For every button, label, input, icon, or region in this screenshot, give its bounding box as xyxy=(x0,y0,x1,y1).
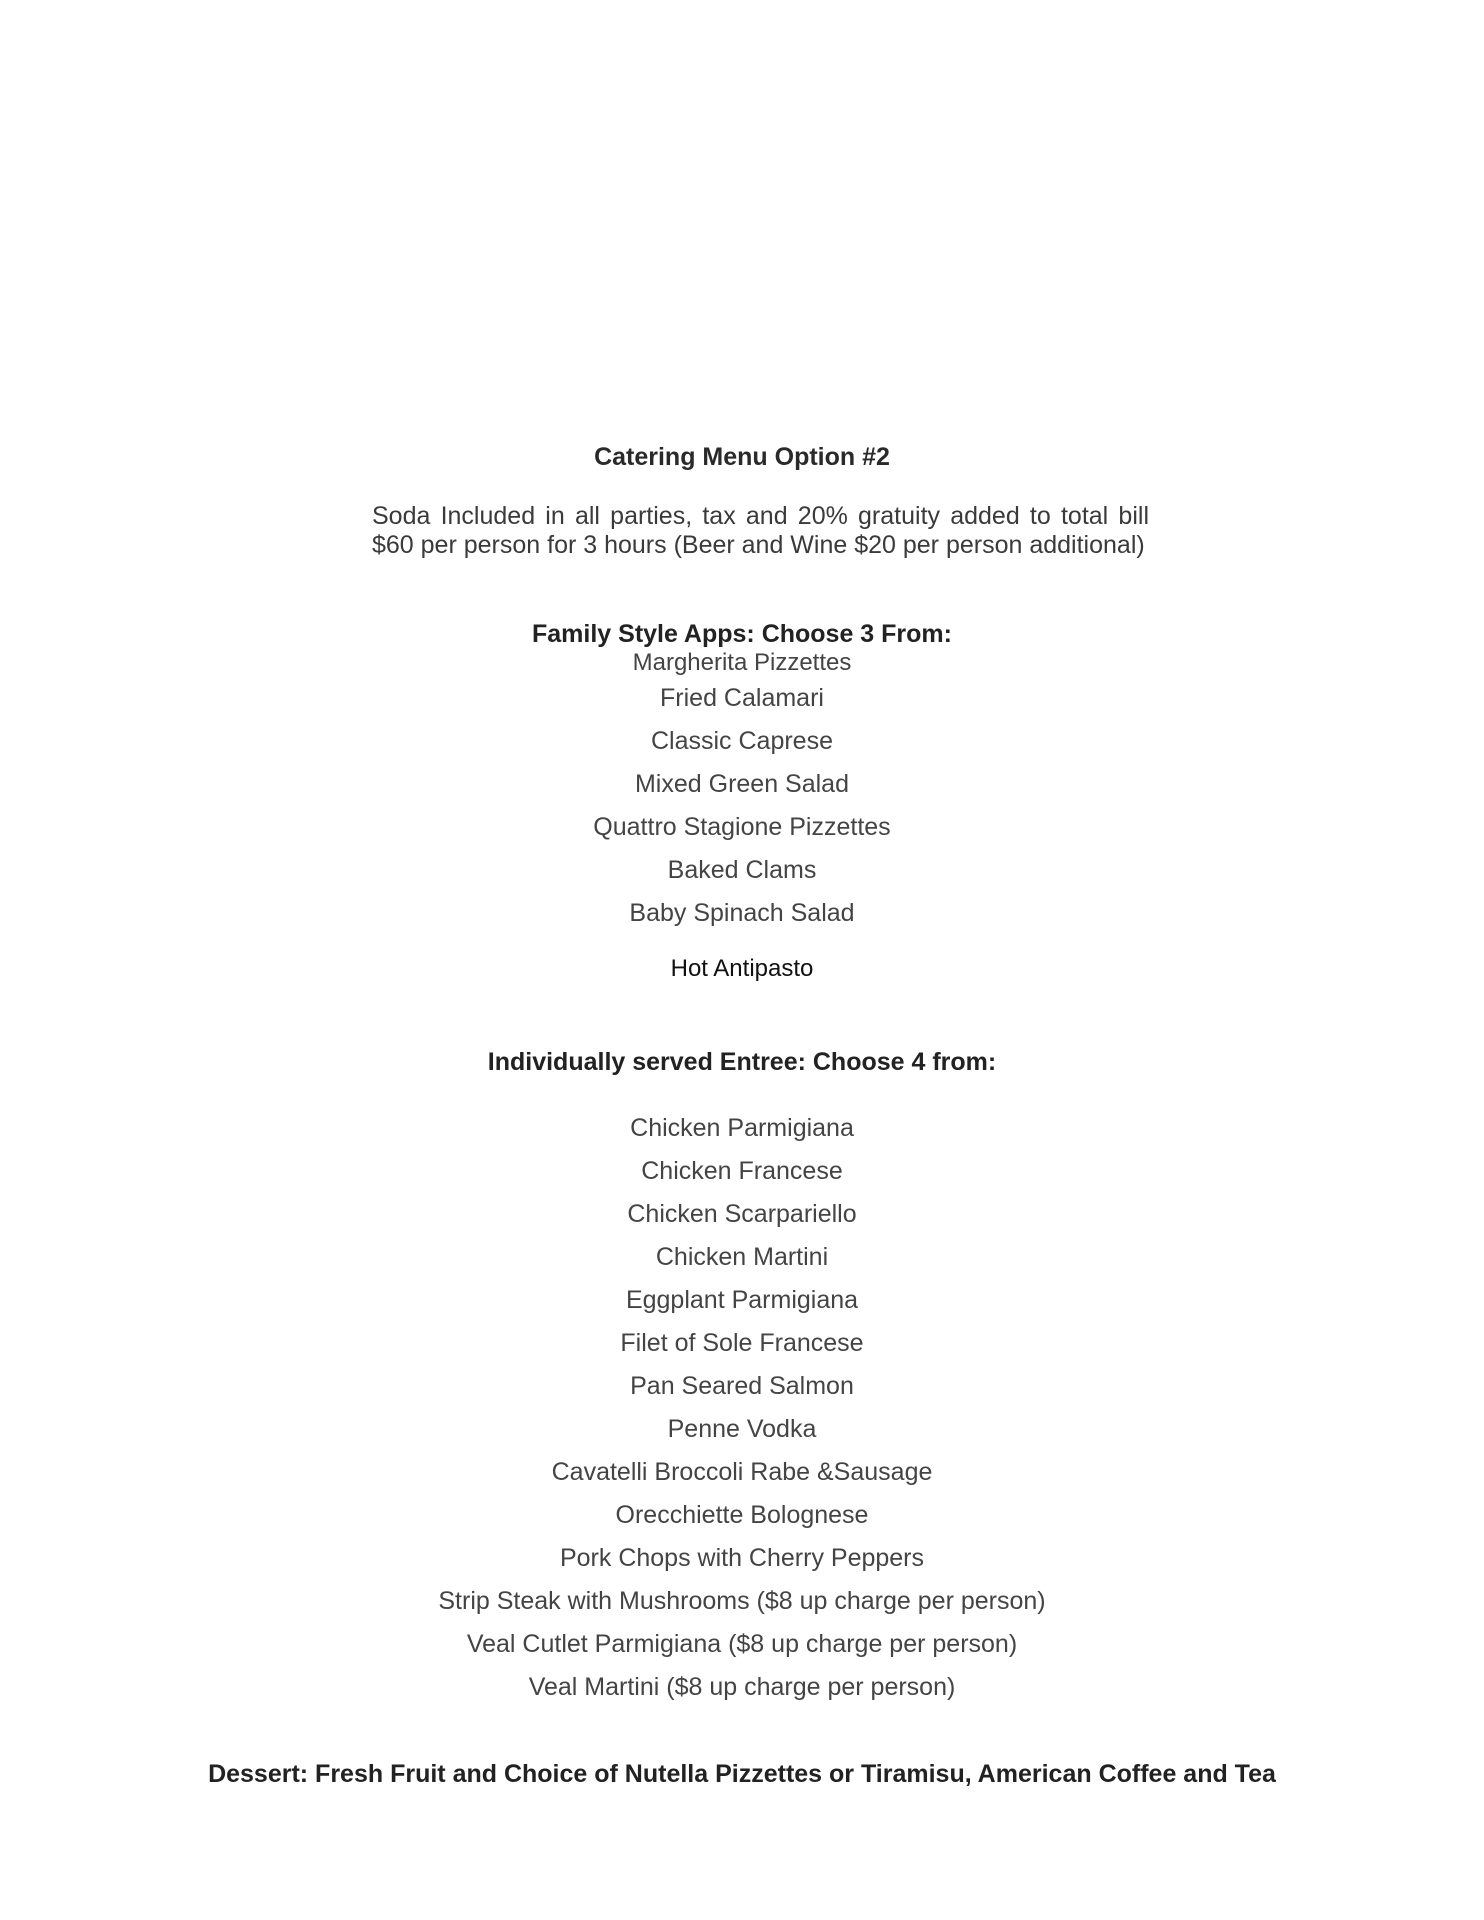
app-item: Baby Spinach Salad xyxy=(629,899,855,927)
pricing-intro: Soda Included in all parties, tax and 20% gratuity added to total bill $60 per person for 3 hours (Beer and Wine $20 per person additional) xyxy=(372,502,1149,559)
dessert-line: Dessert: Fresh Fruit and Choice of Nutella Pizzettes or Tiramisu, American Coffee and Tea xyxy=(208,1760,1276,1788)
apps-list xyxy=(0,648,1484,997)
entree-item: Veal Martini ($8 up charge per person) xyxy=(528,1673,956,1701)
entree-item: Cavatelli Broccoli Rabe &Sausage xyxy=(551,1458,933,1486)
app-item: Quattro Stagione Pizzettes xyxy=(593,813,891,841)
entree-heading: Individually served Entree: Choose 4 from: xyxy=(487,1048,997,1076)
entree-item: Chicken Martini xyxy=(655,1243,829,1271)
app-item: Margherita Pizzettes xyxy=(632,649,852,676)
app-item: Baked Clams xyxy=(667,856,817,884)
entree-item: Pork Chops with Cherry Peppers xyxy=(559,1544,925,1572)
apps-heading: Family Style Apps: Choose 3 From: xyxy=(532,620,952,648)
entree-item: Chicken Francese xyxy=(641,1157,843,1185)
entree-item: Eggplant Parmigiana xyxy=(625,1286,859,1314)
app-item: Mixed Green Salad xyxy=(634,770,849,798)
entree-item: Strip Steak with Mushrooms ($8 up charge per person) xyxy=(438,1587,1046,1615)
entree-item: Orecchiette Bolognese xyxy=(615,1501,869,1529)
entree-item: Chicken Parmigiana xyxy=(630,1114,854,1142)
entree-item: Veal Cutlet Parmigiana ($8 up charge per person) xyxy=(466,1630,1018,1658)
entree-list xyxy=(0,1114,1484,1716)
entree-item: Chicken Scarpariello xyxy=(627,1200,857,1228)
app-item: Fried Calamari xyxy=(660,684,824,712)
page-title: Catering Menu Option #2 xyxy=(594,443,890,471)
entree-item: Penne Vodka xyxy=(667,1415,817,1443)
entree-item: Filet of Sole Francese xyxy=(620,1329,864,1357)
app-item: Classic Caprese xyxy=(650,727,833,755)
entree-item: Pan Seared Salmon xyxy=(630,1372,854,1400)
app-item: Hot Antipasto xyxy=(670,955,814,982)
